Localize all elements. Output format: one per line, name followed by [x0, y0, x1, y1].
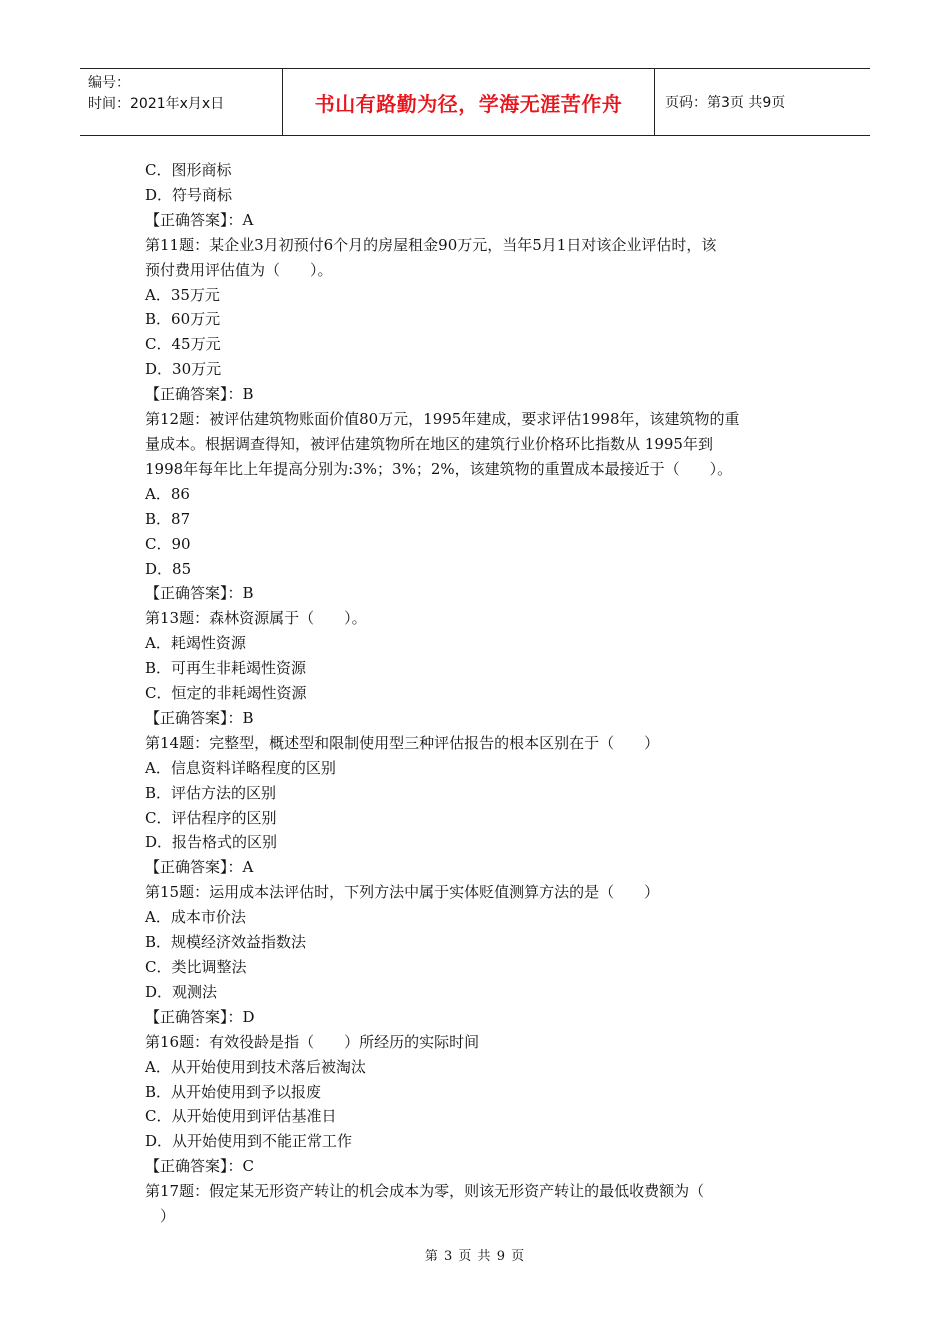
text-line: 第14题：完整型，概述型和限制使用型三种评估报告的根本区别在于（ ）	[145, 733, 660, 752]
text-line: B．评估方法的区别	[145, 783, 277, 802]
text-line: D．报告格式的区别	[145, 833, 278, 852]
page-footer: 第 3 页 共 9 页	[424, 1249, 526, 1264]
text-line: B．从开始使用到予以报废	[145, 1082, 322, 1101]
text-line: D．符号商标	[145, 185, 233, 204]
text-line: 第15题：运用成本法评估时，下列方法中属于实体贬值测算方法的是（ ）	[145, 883, 660, 902]
page-header	[80, 68, 870, 136]
text-line: B．规模经济效益指数法	[145, 933, 307, 952]
text-line: C．90	[145, 534, 191, 553]
text-line: 量成本。根据调查得知，被评估建筑物所在地区的建筑行业价格环比指数从 1995年到	[145, 434, 713, 453]
text-line: 【正确答案】：A	[145, 858, 254, 877]
text-line: 第17题：假定某无形资产转让的机会成本为零，则该无形资产转让的最低收费额为（	[145, 1182, 705, 1201]
number-label: 编号：	[88, 75, 130, 91]
text-line: C．45万元	[145, 335, 221, 354]
document-body	[145, 158, 815, 1229]
time-label: 时间：2021年x月x日	[88, 96, 225, 112]
text-line: 【正确答案】：B	[145, 385, 254, 404]
text-line: A．35万元	[145, 285, 220, 304]
text-line: A．86	[145, 484, 190, 503]
text-line: 第12题：被评估建筑物账面价值80万元，1995年建成，要求评估1998年，该建筑物的重	[145, 410, 740, 429]
text-line: A．耗竭性资源	[145, 634, 246, 653]
header-motto: 书山有路勤为径，学海无涯苦作舟	[282, 69, 655, 135]
text-line: 第16题：有效役龄是指（ ）所经历的实际时间	[145, 1032, 480, 1051]
text-line: ）	[145, 1207, 176, 1226]
text-line: A．从开始使用到技术落后被淘汰	[145, 1057, 366, 1076]
text-line: 【正确答案】：C	[145, 1157, 254, 1176]
text-line: C．类比调整法	[145, 958, 247, 976]
text-line: 【正确答案】：D	[145, 1007, 255, 1026]
text-line: A．成本市价法	[145, 908, 246, 927]
text-line: 【正确答案】：A	[145, 210, 254, 229]
header-page-label: 页码：第3页 共9页	[665, 95, 786, 111]
text-line: 预付费用评估值为（ ）。	[145, 260, 333, 279]
text-line: 1998年每年比上年提高分别为:3%；3%；2%，该建筑物的重置成本最接近于（ ）。	[145, 459, 733, 478]
text-line: C．从开始使用到评估基准日	[145, 1107, 337, 1126]
text-line: B．可再生非耗竭性资源	[145, 659, 307, 678]
text-line: A．信息资料详略程度的区别	[145, 758, 336, 777]
text-line: 第13题：森林资源属于（ ）。	[145, 609, 367, 628]
text-line: C．图形商标	[145, 161, 232, 179]
text-line: 【正确答案】：B	[145, 584, 254, 603]
text-line: D．观测法	[145, 982, 218, 1001]
text-line: B．60万元	[145, 310, 221, 329]
text-line: B．87	[145, 509, 191, 528]
text-line: D．从开始使用到不能正常工作	[145, 1132, 353, 1151]
text-line: 第11题：某企业3月初预付6个月的房屋租金90万元，当年5月1日对该企业评估时，该	[145, 235, 717, 254]
text-line: C．评估程序的区别	[145, 808, 277, 827]
text-line: C．恒定的非耗竭性资源	[145, 684, 307, 703]
text-line: D．30万元	[145, 360, 222, 379]
text-line: 【正确答案】：B	[145, 708, 254, 727]
header-meta	[80, 69, 282, 135]
text-line: D．85	[145, 559, 192, 578]
